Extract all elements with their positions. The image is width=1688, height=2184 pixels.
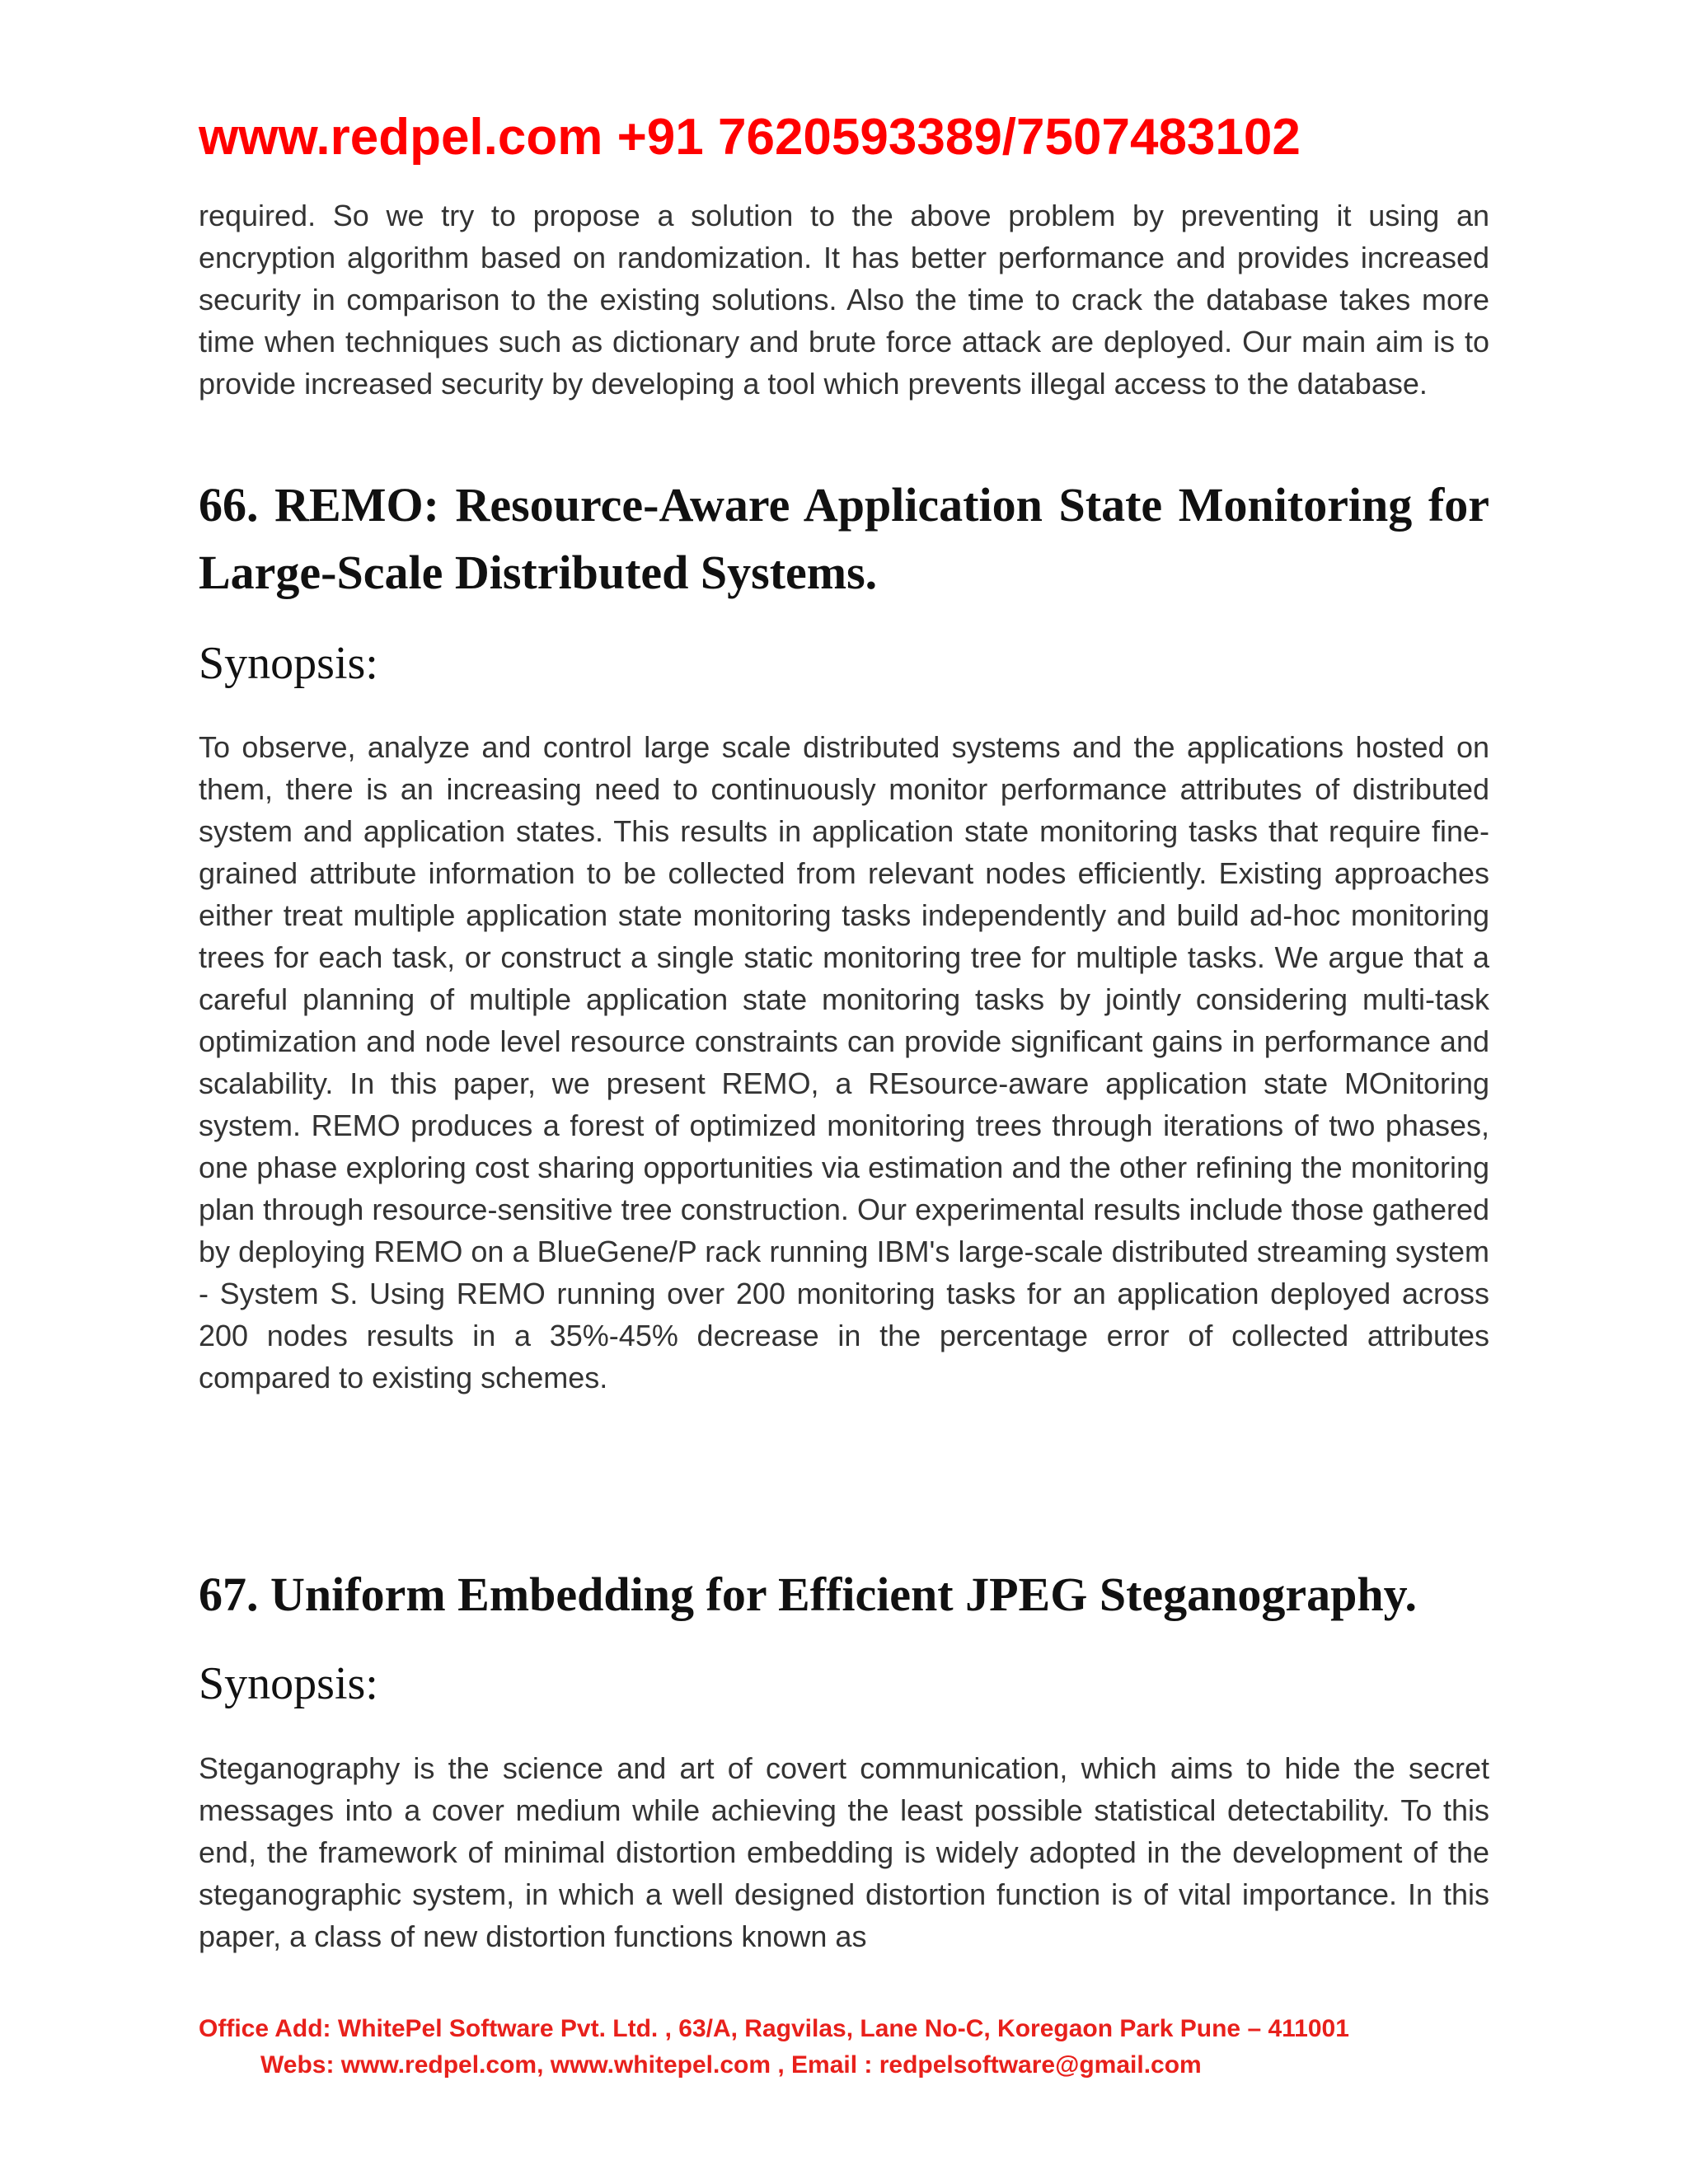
intro-block	[199, 194, 1489, 405]
synopsis-paragraph: Steganography is the science and art of covert communication, which aims to hide the secret messages into a cover medium while achieving the least possible statistical detectability. To this end, the framework of minimal distortion embedding is widely adopted in the development of the steganographic system, in which a well designed distortion function is of vital importance. In this paper, a class of new distortion functions known as	[199, 1751, 1489, 1953]
footer-web-email: Webs: www.redpel.com, www.whitepel.com , Email : redpelsoftware@gmail.com	[260, 2051, 1202, 2079]
section-66-synopsis-block	[199, 726, 1489, 1399]
section-67-synopsis-block	[199, 1747, 1489, 1957]
section-title: 67. Uniform Embedding for Efficient JPEG Steganography.	[199, 1568, 1417, 1621]
synopsis-paragraph: To observe, analyze and control large scale distributed systems and the applications hosted on them, there is an increasing need to continuously monitor performance attributes of distributed system and application states. This results in application state monitoring tasks that require fine-grained attribute information to be collected from relevant nodes efficiently. Existing approaches either treat multiple application state monitoring tasks independently and build ad-hoc monitoring trees for each task, or construct a single static monitoring tree for multiple tasks. We argue that a careful planning of multiple application state monitoring tasks by jointly considering multi-task optimization and node level resource constraints can provide significant gains in performance and scalability. In this paper, we present REMO, a REsource-aware application state MOnitoring system. REMO produces a forest of optimized monitoring trees through iterations of two phases, one phase exploring cost sharing opportunities via estimation and the other refining the monitoring plan through resource-sensitive tree construction. Our experimental results include those gathered by deploying REMO on a BlueGene/P rack running IBM's large-scale distributed streaming system - System S. Using REMO running over 200 monitoring tasks for an application deployed across 200 nodes results in a 35%-45% decrease in the percentage error of collected attributes compared to existing schemes.	[199, 730, 1489, 1394]
header-contact-line: www.redpel.com +91 7620593389/7507483102	[199, 109, 1301, 166]
footer-office-address: Office Add: WhitePel Software Pvt. Ltd. , 63/A, Ragvilas, Lane No-C, Koregaon Park Pune – 411001	[199, 2015, 1349, 2042]
section-67	[199, 1561, 1489, 1629]
intro-paragraph: required. So we try to propose a solution to the above problem by preventing it using an encryption algorithm based on randomization. It has better performance and provides increased security in comparison to the existing solutions. Also the time to crack the database takes more time when techniques such as dictionary and brute force attack are deployed. Our main aim is to provide increased security by developing a tool which prevents illegal access to the database.	[199, 199, 1489, 401]
section-67-synopsis-label-block	[199, 1655, 1489, 1713]
synopsis-label: Synopsis:	[199, 1658, 378, 1709]
section-title: 66. REMO: Resource-Aware Application State Monitoring for Large-Scale Distributed Systems.	[199, 478, 1489, 599]
section-66-synopsis-label-block	[199, 635, 1489, 692]
section-66	[199, 471, 1489, 607]
synopsis-label: Synopsis:	[199, 638, 378, 689]
